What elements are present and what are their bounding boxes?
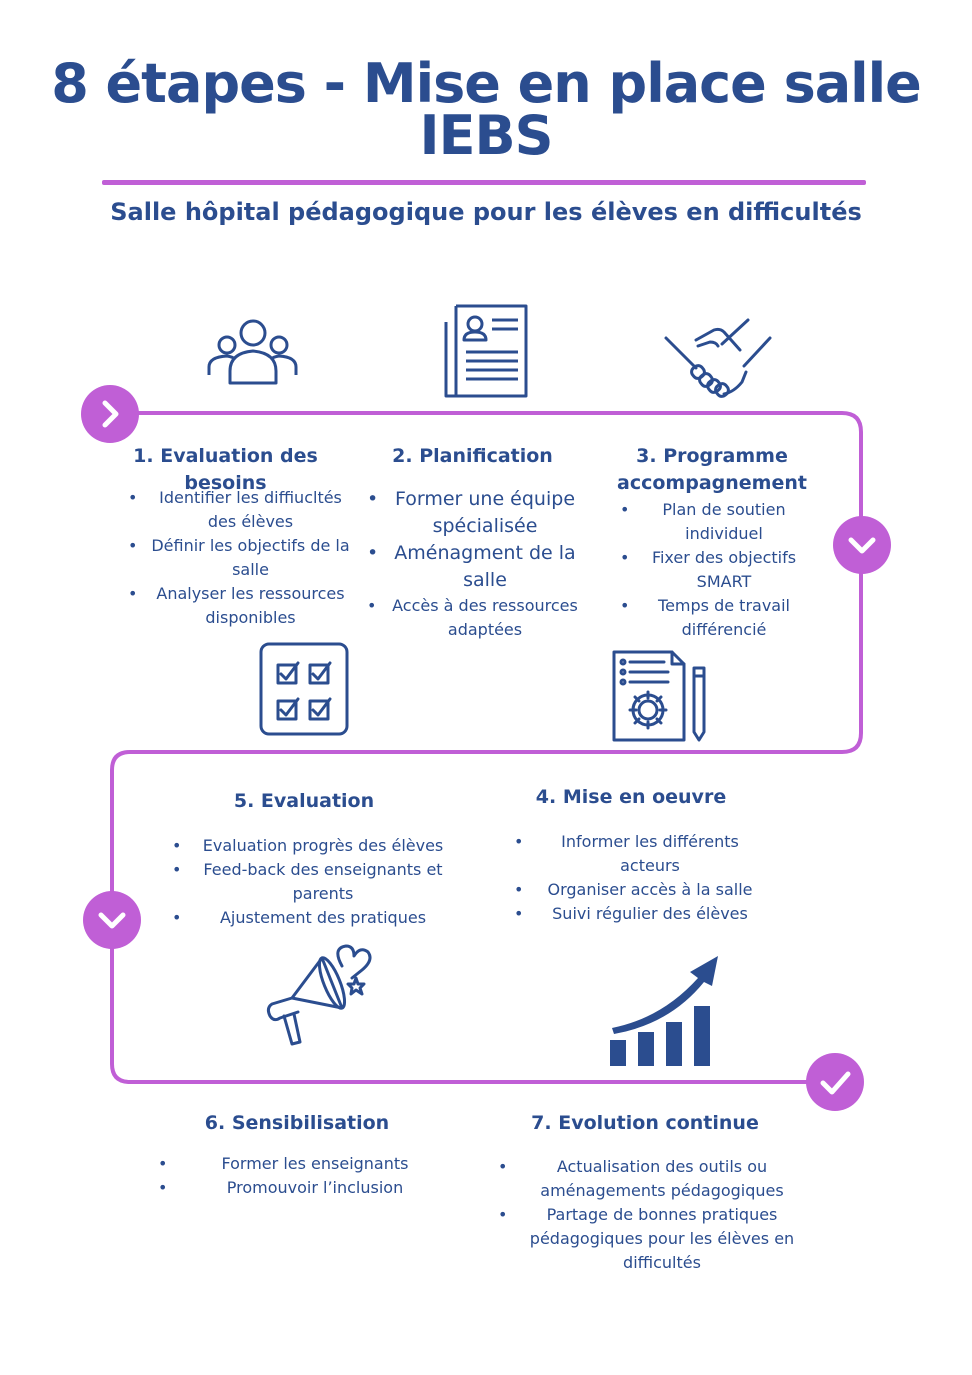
list-item xyxy=(514,902,766,926)
checklist-icon xyxy=(258,641,350,737)
step-2-heading: 2. Planification xyxy=(392,445,553,467)
page-subtitle: Salle hôpital pédagogique pour les élèves en difficultés xyxy=(110,198,862,226)
list-item xyxy=(172,858,454,906)
settings-document-icon xyxy=(608,648,710,744)
list-item-text: Fixer des objectifs SMART xyxy=(651,548,797,591)
step-1-heading: 1. Evaluation des besoins xyxy=(133,445,318,494)
list-item-text: Partage de bonnes pratiques pédagogiques pour les élèves en difficultés xyxy=(529,1205,795,1272)
bullet: • xyxy=(172,860,182,879)
list-item-text: Promouvoir l’inclusion xyxy=(226,1178,404,1197)
list-item xyxy=(172,834,454,858)
step-5-heading: 5. Evaluation xyxy=(233,790,375,812)
bullet: • xyxy=(514,904,524,923)
bullet: • xyxy=(620,596,630,615)
growth-chart-icon xyxy=(606,954,722,1070)
list-item-text: Former une équipe spécialisée xyxy=(394,488,576,537)
bullet: • xyxy=(128,584,138,603)
step-3-list xyxy=(620,498,808,642)
list-item-text: Feed-back des enseignants et parents xyxy=(203,860,443,903)
list-item-text: Identifier les diffiucltés des élèves xyxy=(159,488,342,531)
chevron-right-icon xyxy=(80,384,140,444)
bullet: • xyxy=(367,542,379,564)
list-item xyxy=(498,1155,806,1203)
list-item xyxy=(620,594,808,642)
bullet: • xyxy=(172,908,182,927)
list-item xyxy=(514,830,766,878)
list-item xyxy=(498,1203,806,1275)
list-item-text: Suivi régulier des élèves xyxy=(552,904,748,923)
list-item-text: Plan de soutien individuel xyxy=(662,500,786,543)
list-item-text: Aménagment de la salle xyxy=(394,542,576,591)
bullet: • xyxy=(128,536,138,555)
bullet: • xyxy=(514,880,524,899)
step-4-heading: 4. Mise en oeuvre xyxy=(535,786,727,808)
checkmark-icon xyxy=(805,1052,865,1112)
list-item xyxy=(128,486,353,534)
list-item xyxy=(367,540,583,594)
list-item-text: Informer les différents acteurs xyxy=(561,832,739,875)
megaphone-icon xyxy=(262,938,374,1050)
step-2-list xyxy=(367,486,583,642)
list-item xyxy=(620,546,808,594)
step-5-list xyxy=(172,834,454,930)
list-item-text: Définir les objectifs de la salle xyxy=(151,536,350,579)
people-icon xyxy=(205,315,300,387)
bullet: • xyxy=(498,1157,508,1176)
step-6-list xyxy=(158,1152,440,1200)
list-item-text: Evaluation progrès des élèves xyxy=(202,836,444,855)
list-item-text: Organiser accès à la salle xyxy=(547,880,753,899)
step-4-list xyxy=(514,830,766,926)
list-item-text: Accès à des ressources adaptées xyxy=(392,596,578,639)
list-item xyxy=(367,594,583,642)
chevron-down-icon xyxy=(832,515,892,575)
step-1-list xyxy=(128,486,353,630)
step-3-heading-line-2: accompagnement xyxy=(617,472,807,494)
bullet: • xyxy=(158,1178,168,1197)
step-7-list xyxy=(498,1155,806,1275)
handshake-icon xyxy=(662,316,774,401)
resume-document-icon xyxy=(442,302,530,400)
bullet: • xyxy=(172,836,182,855)
step-3-heading-line-1: 3. Programme xyxy=(636,445,788,467)
list-item-text: Former les enseignants xyxy=(221,1154,409,1173)
bullet: • xyxy=(128,488,138,507)
bullet: • xyxy=(620,500,630,519)
bullet: • xyxy=(514,832,524,851)
bullet: • xyxy=(620,548,630,567)
list-item xyxy=(172,906,454,930)
list-item-text: Temps de travail différencié xyxy=(658,596,790,639)
list-item xyxy=(128,534,353,582)
list-item xyxy=(367,486,583,540)
list-item xyxy=(128,582,353,630)
list-item-text: Ajustement des pratiques xyxy=(219,908,427,927)
list-item xyxy=(158,1176,440,1200)
bullet: • xyxy=(367,596,377,615)
list-item-text: Analyser les ressources disponibles xyxy=(156,584,345,627)
list-item-text: Actualisation des outils ou aménagements pédagogiques xyxy=(540,1157,784,1200)
bullet: • xyxy=(367,488,379,510)
step-3-heading xyxy=(612,443,812,497)
step-6-heading: 6. Sensibilisation xyxy=(204,1112,390,1134)
title-line-1: 8 étapes - Mise en place salle xyxy=(51,52,921,115)
list-item xyxy=(158,1152,440,1176)
title-line-2: IEBS xyxy=(419,104,553,167)
step-7-heading: 7. Evolution continue xyxy=(531,1112,759,1134)
bullet: • xyxy=(498,1205,508,1224)
list-item xyxy=(620,498,808,546)
bullet: • xyxy=(158,1154,168,1173)
chevron-down-icon xyxy=(82,890,142,950)
list-item xyxy=(514,878,766,902)
